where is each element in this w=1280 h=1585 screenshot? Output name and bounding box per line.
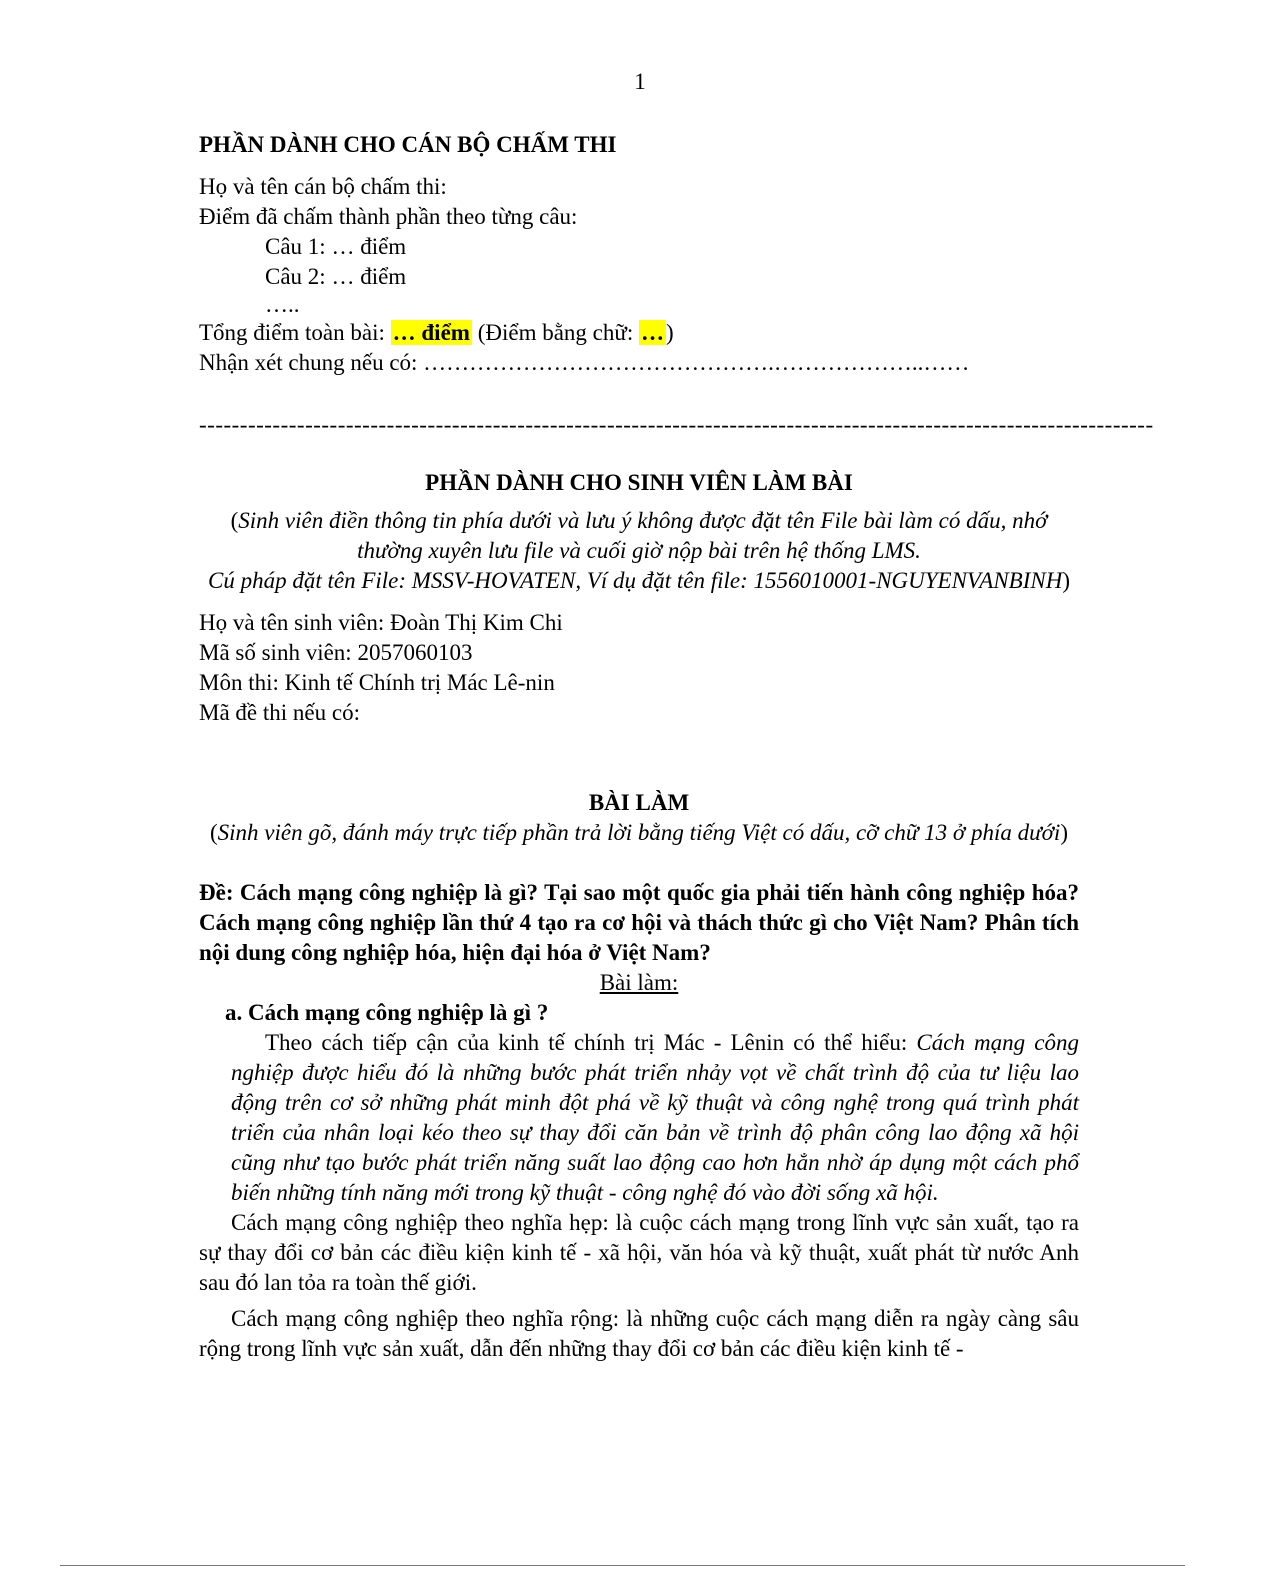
p1-normal: Theo cách tiếp cận của kinh tế chính trị Mác - Lênin có thể hiểu: bbox=[265, 1030, 917, 1055]
note-close-paren: ) bbox=[1062, 568, 1070, 593]
exam-question: Đề: Cách mạng công nghiệp là gì? Tại sao một quốc gia phải tiến hành công nghiệp hóa? Cách mạng công nghiệp lần thứ 4 tạo ra cơ hội và thách thức gì cho Việt Nam? Phân tích nội dung công nghiệp hóa, hiện đại hóa ở Việt Nam? bbox=[199, 880, 1079, 965]
paragraph-definition bbox=[199, 1028, 1079, 1208]
page-number: 1 bbox=[634, 69, 646, 94]
answer-note bbox=[199, 818, 1079, 848]
grader-comment: Nhận xét chung nếu có: ……………………………………….………………..…… bbox=[199, 350, 970, 375]
note-open-paren: ( bbox=[230, 508, 239, 533]
student-note-text: Sinh viên điền thông tin phía dưới và lưu ý không được đặt tên File bài làm có dấu, nhớ thường xuyên lưu file và cuối giờ nộp bài trên hệ thống LMS. bbox=[238, 508, 1048, 563]
p1-italic: Cách mạng công nghiệp được hiểu đó là những bước phát triển nhảy vọt về chất trình độ của tư liệu lao động trên cơ sở những phát minh đột phá về kỹ thuật và công nghệ trong quá trình phát triển của nhân loại kéo theo sự thay đổi căn bản về trình độ phân công lao động xã hội cũng như tạo bước phát triển năng suất lao động cao hơn hẳn nhờ áp dụng một cách phổ biến những tính năng mới trong kỹ thuật - công nghệ đó vào đời sống xã hội. bbox=[231, 1030, 1079, 1205]
answer-section bbox=[199, 788, 1079, 1364]
student-section bbox=[199, 468, 1079, 728]
answer-heading: BÀI LÀM bbox=[588, 790, 690, 815]
page-bottom-rule bbox=[60, 1565, 1185, 1566]
grader-q1: Câu 1: … điểm bbox=[265, 234, 407, 259]
total-words-suffix: ) bbox=[665, 320, 674, 345]
section-a-heading: a. Cách mạng công nghiệp là gì ? bbox=[225, 1000, 549, 1025]
answer-note-close: ) bbox=[1060, 820, 1068, 845]
grader-total bbox=[199, 318, 1079, 348]
paragraph-broad-sense: Cách mạng công nghiệp theo nghĩa rộng: là những cuộc cách mạng diễn ra ngày càng sâu rộng trong lĩnh vực sản xuất, dẫn đến những thay đổi cơ bản các điều kiện kinh tế - bbox=[199, 1306, 1079, 1361]
student-subject: Môn thi: Kinh tế Chính trị Mác Lê-nin bbox=[199, 670, 555, 695]
work-label-line bbox=[199, 968, 1079, 998]
grader-more: ….. bbox=[265, 292, 300, 317]
grader-heading: PHẦN DÀNH CHO CÁN BỘ CHẤM THI bbox=[199, 132, 617, 157]
student-name: Họ và tên sinh viên: Đoàn Thị Kim Chi bbox=[199, 610, 563, 635]
student-note-filename: Cú pháp đặt tên File: MSSV-HOVATEN, Ví dụ đặt tên file: 1556010001-NGUYENVANBINH bbox=[208, 568, 1063, 593]
student-note bbox=[199, 506, 1079, 596]
section-separator: --------------------------------------------------------------------------------------------------------------------- bbox=[199, 412, 1154, 437]
total-words-highlight: … bbox=[640, 320, 664, 345]
grader-section bbox=[199, 130, 1079, 378]
grader-name-label: Họ và tên cán bộ chấm thi: bbox=[199, 174, 447, 199]
student-id: Mã số sinh viên: 2057060103 bbox=[199, 640, 473, 665]
student-exam-code: Mã đề thi nếu có: bbox=[199, 700, 360, 725]
answer-note-text: Sinh viên gõ, đánh máy trực tiếp phần trả lời bằng tiếng Việt có dấu, cỡ chữ 13 ở phía dưới bbox=[217, 820, 1061, 845]
total-value-highlight: … điểm bbox=[392, 320, 470, 345]
total-words-prefix: (Điểm bằng chữ: bbox=[477, 320, 634, 345]
total-prefix: Tổng điểm toàn bài: bbox=[199, 320, 385, 345]
student-heading: PHẦN DÀNH CHO SINH VIÊN LÀM BÀI bbox=[425, 470, 853, 495]
paragraph-narrow-sense: Cách mạng công nghiệp theo nghĩa hẹp: là cuộc cách mạng trong lĩnh vực sản xuất, tạo ra sự thay đổi cơ bản các điều kiện kinh tế - xã hội, văn hóa và kỹ thuật, xuất phát từ nước Anh sau đó lan tỏa ra toàn thế giới. bbox=[199, 1210, 1079, 1295]
work-label: Bài làm: bbox=[599, 970, 679, 995]
answer-note-open: ( bbox=[210, 820, 218, 845]
grader-q2: Câu 2: … điểm bbox=[265, 264, 407, 289]
grader-scores-label: Điểm đã chấm thành phần theo từng câu: bbox=[199, 204, 578, 229]
